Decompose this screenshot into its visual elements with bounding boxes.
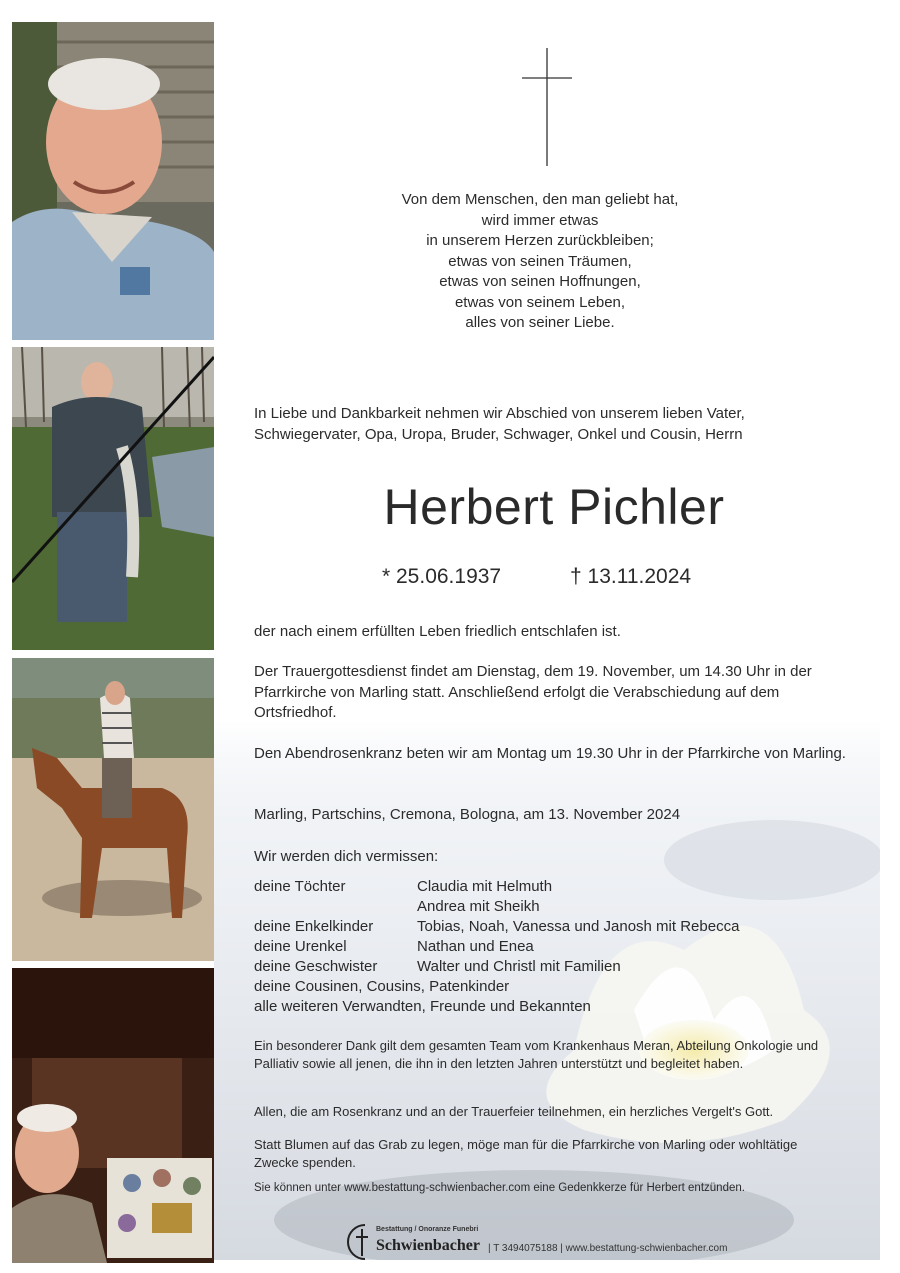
mourners-list bbox=[254, 877, 874, 1017]
mourner-row bbox=[254, 977, 874, 997]
firm-name: Schwienbacher bbox=[376, 1237, 480, 1254]
passing-sentence: der nach einem erfüllten Leben friedlich entschlafen ist. bbox=[254, 623, 621, 640]
deceased-name: Herbert Pichler bbox=[383, 479, 725, 535]
rosary-text: Den Abendrosenkranz beten wir am Montag um 19.30 Uhr in der Pfarrkirche von Marling. bbox=[254, 745, 846, 762]
poem-line: etwas von seinen Träumen, bbox=[448, 252, 632, 270]
fishing-photo bbox=[12, 347, 214, 650]
vergelts-gott-text: Allen, die am Rosenkranz und an der Trauerfeier teilnehmen, ein herzliches Vergelt's Gott. bbox=[254, 1104, 774, 1119]
intro-line: Schwiegervater, Opa, Uropa, Bruder, Schwager, Onkel und Cousin, Herrn bbox=[254, 425, 743, 443]
we-will-miss-you: Wir werden dich vermissen: bbox=[254, 848, 439, 865]
poem-line: wird immer etwas bbox=[481, 211, 599, 229]
relation-label: deine Enkelkinder bbox=[254, 918, 374, 935]
horse-photo bbox=[12, 658, 214, 961]
place-and-date: Marling, Partschins, Cremona, Bologna, am 13. November 2024 bbox=[254, 806, 681, 823]
funeral-home-logo-icon bbox=[345, 1222, 379, 1262]
relation-names: Claudia mit Helmuth bbox=[417, 878, 553, 895]
relation-names: Walter und Christl mit Familien bbox=[417, 958, 621, 975]
memorial-candle-text: Sie können unter www.bestattung-schwienbacher.com eine Gedenkkerze für Herbert entzünden. bbox=[254, 1182, 745, 1194]
mourner-row bbox=[254, 957, 874, 977]
poem-line: alles von seiner Liebe. bbox=[465, 314, 615, 331]
relation-label: deine Töchter bbox=[254, 878, 346, 895]
relation-names: Nathan und Enea bbox=[417, 938, 534, 955]
intro-line: In Liebe und Dankbarkeit nehmen wir Abschied von unserem lieben Vater, bbox=[254, 405, 745, 422]
relation-names: Andrea mit Sheikh bbox=[417, 898, 540, 915]
memorial-poem bbox=[300, 190, 780, 334]
poem-line: etwas von seinen Hoffnungen, bbox=[439, 273, 641, 290]
donation-text: Statt Blumen auf das Grab zu legen, möge man für die Pfarrkirche von Marling oder wohltätige Zwecke spenden. bbox=[254, 1137, 798, 1170]
relation-label: deine Geschwister bbox=[254, 958, 378, 975]
mourner-row bbox=[254, 897, 874, 917]
mourner-row bbox=[254, 917, 874, 937]
poem-line: in unserem Herzen zurückbleiben; bbox=[426, 232, 654, 249]
mourner-row bbox=[254, 937, 874, 957]
funeral-home-footer bbox=[345, 1222, 765, 1262]
mourner-row bbox=[254, 877, 874, 897]
relation-names: Tobias, Noah, Vanessa und Janosh mit Rebecca bbox=[417, 918, 740, 935]
cross-icon bbox=[522, 48, 572, 166]
death-date: † 13.11.2024 bbox=[570, 565, 692, 588]
restaurant-photo bbox=[12, 968, 214, 1263]
firm-contact: | T 3494075188 | www.bestattung-schwienbacher.com bbox=[488, 1243, 728, 1254]
poem-line: Von dem Menschen, den man geliebt hat, bbox=[401, 191, 679, 208]
birth-date: * 25.06.1937 bbox=[382, 565, 502, 588]
firm-subtitle: Bestattung / Onoranze Funebri bbox=[376, 1226, 479, 1233]
intro-text bbox=[254, 404, 874, 445]
thanks-text: Ein besonderer Dank gilt dem gesamten Team vom Krankenhaus Meran, Abteilung Onkologie und Palliativ sowie all jenen, die ihn in den letzten Jahren unterstützt und begleitet haben. bbox=[254, 1038, 819, 1071]
funeral-service-text: Der Trauergottesdienst findet am Dienstag, dem 19. November, um 14.30 Uhr in der Pfarrkirche von Marling statt. Anschließend erfolgt die Verabschiedung auf dem Ortsfriedhof. bbox=[254, 663, 812, 721]
relation-label: deine Cousinen, Cousins, Patenkinder bbox=[254, 978, 510, 995]
mourner-row bbox=[254, 997, 874, 1017]
relation-label: alle weiteren Verwandten, Freunde und Bekannten bbox=[254, 998, 591, 1015]
portrait-photo bbox=[12, 22, 214, 340]
poem-line: etwas von seinem Leben, bbox=[454, 293, 626, 311]
relation-label: deine Urenkel bbox=[254, 938, 347, 955]
